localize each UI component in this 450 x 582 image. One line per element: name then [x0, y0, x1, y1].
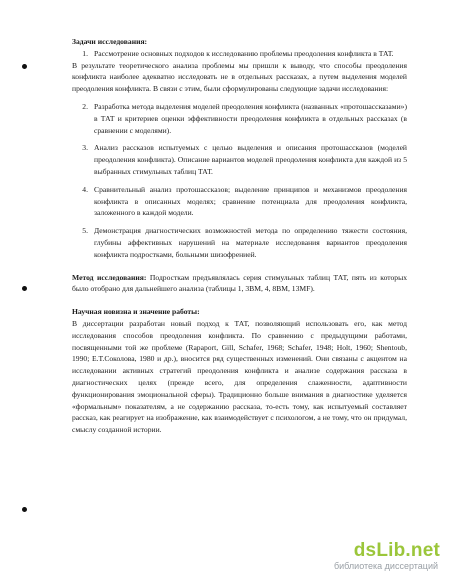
task-item [72, 142, 407, 177]
task-text: Анализ рассказов испытуемых с целью выделения и описания протошассказов (моделей преодоления конфликта). Описание вариантов моделей преодоления конфликта для каждой из 5 выбранных стимульных таблиц ТАТ. [94, 143, 407, 176]
task-text: Разработка метода выделения моделей преодоления конфликта (названных «протошассказами») в ТАТ и критериев оценки эффективности преодоления конфликта в отдельных рассказах (в сравнении с моделями). [94, 101, 407, 135]
watermark-subtitle: библиотека диссертаций [333, 561, 438, 571]
task-number: 1. [82, 48, 88, 58]
method-text: Подросткам предъявлялась серия стимульных таблиц ТАТ, пять из которых было отобрано для дальнейшего анализа (таблицы 1, 3ВМ, 4, 8ВМ, 13МF). [72, 272, 407, 294]
task-text: Демонстрация диагностических возможностей метода по определению тяжести состояния, глубины аффективных нарушений на материале исследования вариантов преодоления конфликта подростками, больными шизофренией. [94, 226, 407, 259]
method-heading: Метод исследования: [72, 272, 147, 282]
margin-bullet [22, 64, 27, 69]
tasks-heading: Задачи исследования: [72, 37, 148, 46]
novelty-heading: Научная новизна и значение работы: [72, 307, 200, 317]
task-number: 2. [82, 101, 88, 111]
margin-bullet [22, 507, 27, 512]
task-number: 5. [82, 226, 88, 236]
task-number: 3. [82, 143, 88, 153]
method-paragraph [72, 272, 407, 296]
task-text: Рассмотрение основных подходов к исследованию проблемы преодоления конфликта в ТАТ. [94, 48, 394, 58]
task-item [72, 184, 407, 219]
task-item [72, 225, 407, 260]
task-number: 4. [82, 184, 88, 194]
document-body [72, 36, 407, 436]
site-watermark [330, 540, 440, 574]
analysis-paragraph: В результате теоретического анализа проблемы мы пришли к выводу, что способы преодоления конфликта наиболее адекватно исследовать не в отдельных рассказах, а путем выделения моделей преодоления конфликта. В связи с этим, были сформулированы следующие задачи исследования: [72, 60, 407, 94]
novelty-text: В диссертации разработан новый подход к ТАТ, позволяющий использовать его, как метод исследования способов преодоления конфликта. По сравнению с предыдущими работами, посвященными той же проблеме (Rapaport, Gill, Schafer, 1968; Schafer, 1948; Holt, 1960; Shentoub, 1990; Е.Т.Соколова, 1980 и др.), вносится ряд существенных изменений. Они связаны с акцентом на исследовании активных стратегий преодоления конфликта и анализе содержания рассказа в диагностических целях (прежде всего, для определения слаженности, адаптивности функционирования эмоциональной сферы). Традиционно больше внимания в диагностике уделяется «формальным» показателям, а не содержанию рассказа, то-есть тому, как испытуемый составляет рассказ, как реагирует на изображение, как взаимодействует с психологом, а не тому, что он придумал, смыслу созданной истории. [72, 318, 407, 435]
margin-bullet [22, 286, 27, 291]
task-item [72, 48, 407, 60]
watermark-logo: dsLib.net [353, 540, 440, 561]
task-text: Сравнительный анализ протошассказов; выделение принципов и механизмов преодоления конфликта в описанных моделях; сравнение потенциала для преодоления конфликта, заложенного в каждой модели. [94, 184, 407, 218]
task-item [72, 101, 407, 136]
